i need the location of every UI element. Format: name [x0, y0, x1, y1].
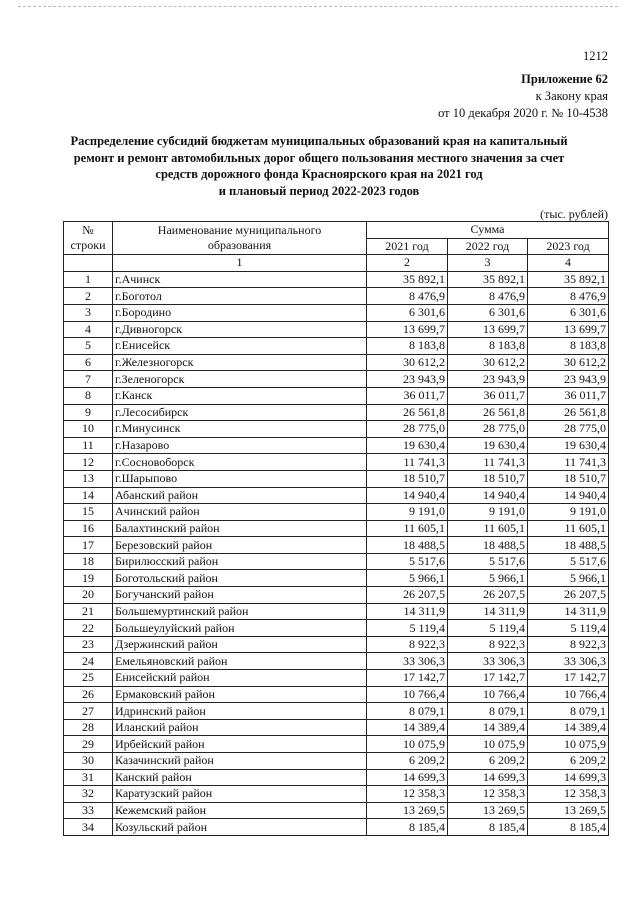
row-number-cell: 34 — [64, 819, 113, 836]
row-number-cell: 10 — [64, 421, 113, 438]
municipality-name-cell: Богучанский район — [113, 587, 367, 604]
amount-2021-cell: 14 311,9 — [367, 603, 448, 620]
amount-2021-cell: 18 488,5 — [367, 537, 448, 554]
amount-2022-cell: 19 630,4 — [448, 437, 528, 454]
amount-2022-cell: 33 306,3 — [448, 653, 528, 670]
amount-2021-cell: 6 301,6 — [367, 304, 448, 321]
amount-2022-cell: 23 943,9 — [448, 371, 528, 388]
amount-2023-cell: 35 892,1 — [528, 271, 609, 288]
amount-2022-cell: 5 119,4 — [448, 620, 528, 637]
municipality-name-cell: Бирилюсский район — [113, 553, 367, 570]
annex-law-reference: к Закону края — [535, 89, 608, 103]
municipality-name-cell: Боготольский район — [113, 570, 367, 587]
amount-2021-cell: 14 940,4 — [367, 487, 448, 504]
municipality-name-cell: Козульский район — [113, 819, 367, 836]
table-row — [64, 636, 609, 653]
amount-2022-cell: 8 922,3 — [448, 636, 528, 653]
amount-2023-cell: 11 741,3 — [528, 454, 609, 471]
row-number-cell: 16 — [64, 520, 113, 537]
row-number-cell: 11 — [64, 437, 113, 454]
row-number-cell: 22 — [64, 620, 113, 637]
row-number-cell: 29 — [64, 736, 113, 753]
amount-2022-cell: 6 209,2 — [448, 753, 528, 770]
amount-2021-cell: 26 207,5 — [367, 587, 448, 604]
amount-2023-cell: 26 561,8 — [528, 404, 609, 421]
amount-2023-cell: 8 922,3 — [528, 636, 609, 653]
document-title — [40, 133, 598, 199]
amount-2023-cell: 8 476,9 — [528, 288, 609, 305]
row-number-cell: 12 — [64, 454, 113, 471]
table-row — [64, 387, 609, 404]
municipality-name-cell: г.Железногорск — [113, 354, 367, 371]
row-number-cell: 5 — [64, 338, 113, 355]
amount-2023-cell: 13 269,5 — [528, 802, 609, 819]
amount-2023-cell: 18 488,5 — [528, 537, 609, 554]
amount-2022-cell: 14 389,4 — [448, 719, 528, 736]
municipality-name-cell: г.Лесосибирск — [113, 404, 367, 421]
amount-2021-cell: 23 943,9 — [367, 371, 448, 388]
municipality-name-cell: г.Зеленогорск — [113, 371, 367, 388]
amount-2023-cell: 9 191,0 — [528, 504, 609, 521]
amount-2022-cell: 28 775,0 — [448, 421, 528, 438]
title-line: и плановый период 2022-2023 годов — [218, 183, 420, 198]
table-row — [64, 271, 609, 288]
table-row — [64, 819, 609, 836]
row-number-cell: 26 — [64, 686, 113, 703]
header-2022: 2022 год — [448, 238, 528, 255]
amount-2021-cell: 14 699,3 — [367, 769, 448, 786]
row-number-cell: 7 — [64, 371, 113, 388]
table-row — [64, 304, 609, 321]
amount-2022-cell: 5 966,1 — [448, 570, 528, 587]
amount-2022-cell: 17 142,7 — [448, 670, 528, 687]
amount-2021-cell: 28 775,0 — [367, 421, 448, 438]
amount-2022-cell: 14 699,3 — [448, 769, 528, 786]
table-row — [64, 686, 609, 703]
header-num-label: строки — [70, 238, 106, 253]
amount-2023-cell: 14 311,9 — [528, 603, 609, 620]
amount-2023-cell: 14 699,3 — [528, 769, 609, 786]
annex-block — [438, 71, 608, 122]
amount-2022-cell: 35 892,1 — [448, 271, 528, 288]
amount-2021-cell: 5 966,1 — [367, 570, 448, 587]
amount-2022-cell: 30 612,2 — [448, 354, 528, 371]
annex-law-date: от 10 декабря 2020 г. № 10-4538 — [438, 106, 608, 120]
table-row — [64, 719, 609, 736]
row-number-cell: 24 — [64, 653, 113, 670]
amount-2021-cell: 13 269,5 — [367, 802, 448, 819]
municipality-name-cell: Балахтинский район — [113, 520, 367, 537]
amount-2021-cell: 36 011,7 — [367, 387, 448, 404]
amount-2022-cell: 36 011,7 — [448, 387, 528, 404]
amount-2023-cell: 10 766,4 — [528, 686, 609, 703]
table-row — [64, 421, 609, 438]
municipality-name-cell: г.Шарыпово — [113, 470, 367, 487]
municipality-name-cell: Канский район — [113, 769, 367, 786]
row-number-cell: 17 — [64, 537, 113, 554]
table-row — [64, 470, 609, 487]
amount-2023-cell: 26 207,5 — [528, 587, 609, 604]
row-number-cell: 1 — [64, 271, 113, 288]
amount-2021-cell: 10 766,4 — [367, 686, 448, 703]
municipality-name-cell: Иланский район — [113, 719, 367, 736]
table-body — [64, 271, 609, 835]
amount-2023-cell: 8 185,4 — [528, 819, 609, 836]
amount-2021-cell: 8 922,3 — [367, 636, 448, 653]
unit-label: (тыс. рублей) — [540, 207, 608, 221]
title-line: средств дорожного фонда Красноярского края на 2021 год — [155, 167, 483, 181]
municipality-name-cell: г.Сосновоборск — [113, 454, 367, 471]
row-number-cell: 32 — [64, 786, 113, 803]
amount-2022-cell: 14 940,4 — [448, 487, 528, 504]
table-row — [64, 520, 609, 537]
amount-2023-cell: 5 966,1 — [528, 570, 609, 587]
amount-2023-cell: 6 301,6 — [528, 304, 609, 321]
row-number-cell: 30 — [64, 753, 113, 770]
amount-2023-cell: 6 209,2 — [528, 753, 609, 770]
municipality-name-cell: Енисейский район — [113, 670, 367, 687]
table-row — [64, 354, 609, 371]
table-row — [64, 753, 609, 770]
amount-2021-cell: 14 389,4 — [367, 719, 448, 736]
amount-2022-cell: 11 741,3 — [448, 454, 528, 471]
amount-2021-cell: 8 079,1 — [367, 703, 448, 720]
amount-2023-cell: 5 517,6 — [528, 553, 609, 570]
amount-2023-cell: 17 142,7 — [528, 670, 609, 687]
amount-2023-cell: 33 306,3 — [528, 653, 609, 670]
amount-2023-cell: 13 699,7 — [528, 321, 609, 338]
header-row-number — [64, 222, 113, 255]
header-sum: Сумма — [367, 222, 609, 239]
row-number-cell: 8 — [64, 387, 113, 404]
municipality-name-cell: Большеулуйский район — [113, 620, 367, 637]
table-row — [64, 454, 609, 471]
municipality-name-cell: Ермаковский район — [113, 686, 367, 703]
amount-2021-cell: 9 191,0 — [367, 504, 448, 521]
amount-2023-cell: 10 075,9 — [528, 736, 609, 753]
amount-2022-cell: 5 517,6 — [448, 553, 528, 570]
header-index-2023: 4 — [528, 255, 609, 272]
amount-2022-cell: 18 488,5 — [448, 537, 528, 554]
subsidy-table — [63, 221, 609, 836]
municipality-name-cell: Абанский район — [113, 487, 367, 504]
row-number-cell: 19 — [64, 570, 113, 587]
amount-2021-cell: 10 075,9 — [367, 736, 448, 753]
scan-artifact-line — [18, 6, 618, 8]
amount-2021-cell: 11 741,3 — [367, 454, 448, 471]
table-header — [64, 222, 609, 272]
municipality-name-cell: Дзержинский район — [113, 636, 367, 653]
title-line: ремонт и ремонт автомобильных дорог общего пользования местного значения за счет — [73, 150, 565, 165]
amount-2021-cell: 8 185,4 — [367, 819, 448, 836]
amount-2021-cell: 11 605,1 — [367, 520, 448, 537]
table-row — [64, 487, 609, 504]
row-number-cell: 31 — [64, 769, 113, 786]
municipality-name-cell: Ачинский район — [113, 504, 367, 521]
amount-2021-cell: 12 358,3 — [367, 786, 448, 803]
amount-2022-cell: 10 766,4 — [448, 686, 528, 703]
amount-2023-cell: 19 630,4 — [528, 437, 609, 454]
amount-2022-cell: 6 301,6 — [448, 304, 528, 321]
amount-2023-cell: 14 389,4 — [528, 719, 609, 736]
header-index-name: 1 — [113, 255, 367, 272]
row-number-cell: 15 — [64, 504, 113, 521]
table-row — [64, 653, 609, 670]
row-number-cell: 33 — [64, 802, 113, 819]
header-row-index — [64, 255, 609, 272]
amount-2021-cell: 5 517,6 — [367, 553, 448, 570]
table-row — [64, 802, 609, 819]
row-number-cell: 3 — [64, 304, 113, 321]
header-name-line1: Наименование муниципального — [157, 223, 322, 238]
row-number-cell: 25 — [64, 670, 113, 687]
amount-2021-cell: 5 119,4 — [367, 620, 448, 637]
municipality-name-cell: г.Енисейск — [113, 338, 367, 355]
row-number-cell: 20 — [64, 587, 113, 604]
amount-2023-cell: 8 183,8 — [528, 338, 609, 355]
amount-2023-cell: 36 011,7 — [528, 387, 609, 404]
amount-2021-cell: 30 612,2 — [367, 354, 448, 371]
municipality-name-cell: Идринский район — [113, 703, 367, 720]
row-number-cell: 2 — [64, 288, 113, 305]
amount-2022-cell: 13 699,7 — [448, 321, 528, 338]
table-row — [64, 769, 609, 786]
municipality-name-cell: г.Назарово — [113, 437, 367, 454]
table-row — [64, 570, 609, 587]
header-row — [64, 222, 609, 239]
table-row — [64, 404, 609, 421]
amount-2021-cell: 8 183,8 — [367, 338, 448, 355]
municipality-name-cell: Большемуртинский район — [113, 603, 367, 620]
header-index-2022: 3 — [448, 255, 528, 272]
municipality-name-cell: Казачинский район — [113, 753, 367, 770]
amount-2022-cell: 8 079,1 — [448, 703, 528, 720]
title-line: Распределение субсидий бюджетам муниципальных образований края на капитальный — [70, 134, 568, 148]
amount-2021-cell: 17 142,7 — [367, 670, 448, 687]
table-row — [64, 620, 609, 637]
table-row — [64, 437, 609, 454]
header-index-2021: 2 — [367, 255, 448, 272]
table-row — [64, 670, 609, 687]
amount-2022-cell: 14 311,9 — [448, 603, 528, 620]
municipality-name-cell: Кежемский район — [113, 802, 367, 819]
table-row — [64, 587, 609, 604]
municipality-name-cell: г.Минусинск — [113, 421, 367, 438]
amount-2022-cell: 13 269,5 — [448, 802, 528, 819]
amount-2022-cell: 8 185,4 — [448, 819, 528, 836]
table-row — [64, 504, 609, 521]
amount-2023-cell: 18 510,7 — [528, 470, 609, 487]
amount-2023-cell: 30 612,2 — [528, 354, 609, 371]
municipality-name-cell: г.Канск — [113, 387, 367, 404]
header-2023: 2023 год — [528, 238, 609, 255]
row-number-cell: 23 — [64, 636, 113, 653]
row-number-cell: 27 — [64, 703, 113, 720]
amount-2021-cell: 35 892,1 — [367, 271, 448, 288]
amount-2022-cell: 12 358,3 — [448, 786, 528, 803]
annex-title: Приложение 62 — [521, 72, 608, 86]
table-row — [64, 288, 609, 305]
amount-2022-cell: 11 605,1 — [448, 520, 528, 537]
amount-2021-cell: 6 209,2 — [367, 753, 448, 770]
municipality-name-cell: Емельяновский район — [113, 653, 367, 670]
page-number: 1212 — [583, 49, 608, 63]
table-row — [64, 537, 609, 554]
amount-2022-cell: 9 191,0 — [448, 504, 528, 521]
amount-2022-cell: 10 075,9 — [448, 736, 528, 753]
amount-2021-cell: 19 630,4 — [367, 437, 448, 454]
municipality-name-cell: г.Дивногорск — [113, 321, 367, 338]
table-row — [64, 736, 609, 753]
table-row — [64, 786, 609, 803]
table-row — [64, 338, 609, 355]
table-row — [64, 553, 609, 570]
municipality-name-cell: Ирбейский район — [113, 736, 367, 753]
amount-2023-cell: 12 358,3 — [528, 786, 609, 803]
amount-2022-cell: 8 183,8 — [448, 338, 528, 355]
header-2021: 2021 год — [367, 238, 448, 255]
table-row — [64, 703, 609, 720]
municipality-name-cell: г.Боготол — [113, 288, 367, 305]
row-number-cell: 28 — [64, 719, 113, 736]
amount-2021-cell: 13 699,7 — [367, 321, 448, 338]
amount-2022-cell: 18 510,7 — [448, 470, 528, 487]
amount-2021-cell: 33 306,3 — [367, 653, 448, 670]
row-number-cell: 4 — [64, 321, 113, 338]
municipality-name-cell: г.Бородино — [113, 304, 367, 321]
amount-2022-cell: 26 207,5 — [448, 587, 528, 604]
amount-2023-cell: 5 119,4 — [528, 620, 609, 637]
row-number-cell: 21 — [64, 603, 113, 620]
table-row — [64, 603, 609, 620]
amount-2023-cell: 28 775,0 — [528, 421, 609, 438]
municipality-name-cell: Березовский район — [113, 537, 367, 554]
amount-2023-cell: 14 940,4 — [528, 487, 609, 504]
row-number-cell: 18 — [64, 553, 113, 570]
amount-2021-cell: 8 476,9 — [367, 288, 448, 305]
header-num-symbol: № — [82, 223, 94, 238]
amount-2022-cell: 26 561,8 — [448, 404, 528, 421]
row-number-cell: 6 — [64, 354, 113, 371]
row-number-cell: 13 — [64, 470, 113, 487]
municipality-name-cell: Каратузский район — [113, 786, 367, 803]
amount-2023-cell: 23 943,9 — [528, 371, 609, 388]
table-row — [64, 321, 609, 338]
amount-2021-cell: 26 561,8 — [367, 404, 448, 421]
amount-2023-cell: 8 079,1 — [528, 703, 609, 720]
header-municipality — [113, 222, 367, 255]
municipality-name-cell: г.Ачинск — [113, 271, 367, 288]
row-number-cell: 14 — [64, 487, 113, 504]
table-row — [64, 371, 609, 388]
row-number-cell: 9 — [64, 404, 113, 421]
amount-2021-cell: 18 510,7 — [367, 470, 448, 487]
amount-2023-cell: 11 605,1 — [528, 520, 609, 537]
header-index-empty — [64, 255, 113, 272]
header-name-line2: образования — [207, 238, 272, 253]
amount-2022-cell: 8 476,9 — [448, 288, 528, 305]
